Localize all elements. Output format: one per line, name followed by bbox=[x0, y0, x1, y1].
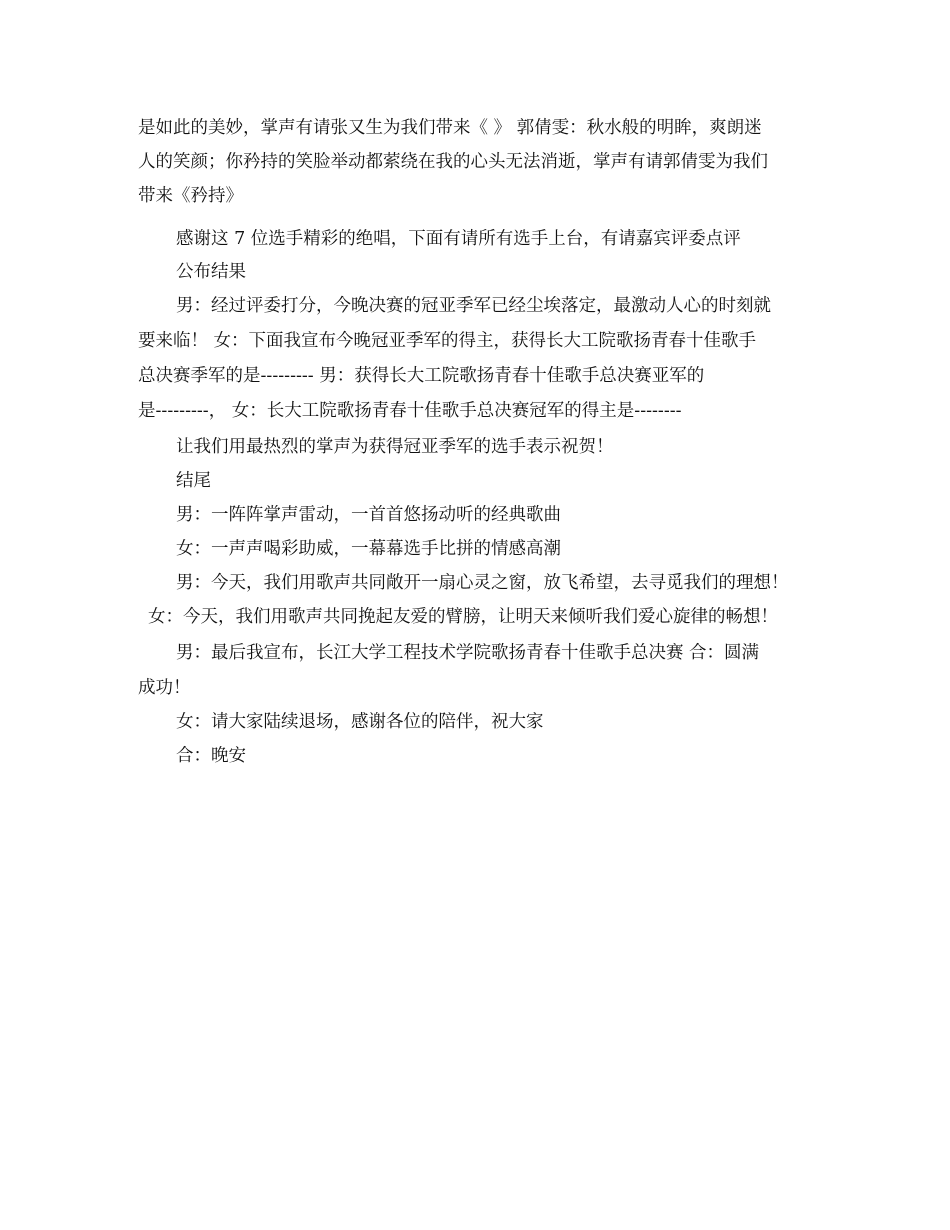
paragraph-line: 女：请大家陆续退场，感谢各位的陪伴，祝大家 bbox=[176, 712, 544, 732]
paragraph-line: 是如此的美妙，掌声有请张又生为我们带来《 》 郭倩雯：秋水般的明眸，爽朗迷 bbox=[138, 118, 762, 138]
section-heading: 结尾 bbox=[176, 471, 211, 491]
paragraph-line: 让我们用最热烈的掌声为获得冠亚季军的选手表示祝贺！ bbox=[176, 437, 614, 457]
paragraph-line: 合：晚安 bbox=[176, 746, 246, 766]
paragraph-line: 是---------， 女：长大工院歌扬青春十佳歌手总决赛冠军的得主是-------- bbox=[138, 401, 682, 421]
paragraph-line: 男：一阵阵掌声雷动，一首首悠扬动听的经典歌曲 bbox=[176, 505, 561, 525]
paragraph-line: 男：最后我宣布，长江大学工程技术学院歌扬青春十佳歌手总决赛 合：圆满 bbox=[176, 643, 760, 663]
paragraph-line: 女：今天，我们用歌声共同挽起友爱的臂膀，让明天来倾听我们爱心旋律的畅想！ bbox=[148, 607, 778, 627]
paragraph-line: 人的笑颜；你矜持的笑脸举动都萦绕在我的心头无法消逝，掌声有请郭倩雯为我们 bbox=[138, 152, 768, 172]
paragraph-line: 带来《矜持》 bbox=[138, 186, 243, 206]
section-heading: 公布结果 bbox=[176, 262, 246, 282]
paragraph-line: 男：经过评委打分，今晚决赛的冠亚季军已经尘埃落定，最激动人心的时刻就 bbox=[176, 296, 771, 316]
paragraph-line: 感谢这 7 位选手精彩的绝唱，下面有请所有选手上台，有请嘉宾评委点评 bbox=[176, 229, 741, 249]
paragraph-line: 女：一声声喝彩助威，一幕幕选手比拼的情感高潮 bbox=[176, 539, 561, 559]
paragraph-line: 成功！ bbox=[138, 678, 191, 698]
paragraph-line: 男：今天，我们用歌声共同敞开一扇心灵之窗，放飞希望，去寻觅我们的理想！ bbox=[176, 573, 789, 593]
paragraph-line: 要来临！ 女：下面我宣布今晚冠亚季军的得主，获得长大工院歌扬青春十佳歌手 bbox=[138, 331, 757, 351]
paragraph-line: 总决赛季军的是--------- 男：获得长大工院歌扬青春十佳歌手总决赛亚军的 bbox=[138, 366, 705, 386]
